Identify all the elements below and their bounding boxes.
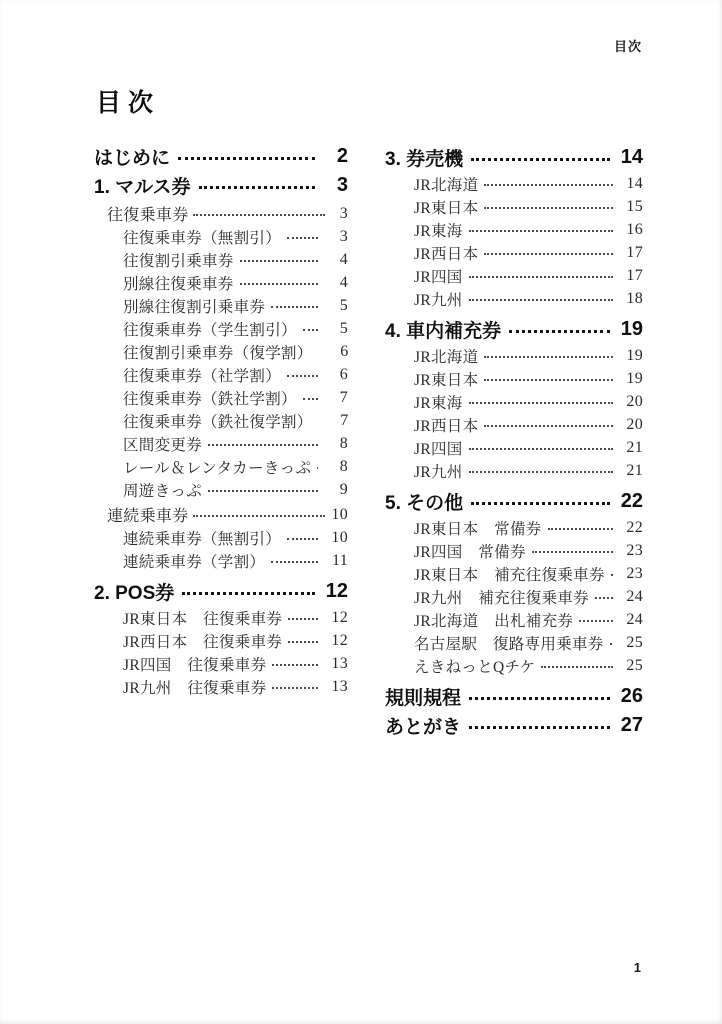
toc-entry (385, 516, 643, 539)
toc-entry (94, 455, 348, 478)
dot-leader (287, 363, 318, 386)
dot-leader (471, 487, 610, 516)
toc-entry-label: 往復割引乗車券 (123, 252, 234, 270)
toc-entry-label: JR四国 常備券 (414, 543, 526, 561)
toc-entry (94, 577, 348, 606)
dot-leader (469, 287, 613, 310)
dot-leader (303, 386, 318, 409)
toc-entry-label: 別線往復割引乗車券 (123, 298, 266, 316)
toc-entry-page-number: 25 (626, 633, 643, 651)
toc-entry (94, 526, 348, 549)
toc-entry-page-number: 17 (626, 266, 643, 284)
toc-entry-page-number: 6 (340, 342, 349, 360)
toc-entry (385, 143, 643, 172)
dot-leader (240, 248, 318, 271)
page-title: 目次 (96, 89, 161, 117)
toc-entry (94, 386, 348, 409)
toc-entry-page-number: 12 (325, 580, 348, 602)
dot-leader (182, 577, 315, 606)
toc-entry-label: JR東日本 (414, 371, 479, 389)
toc-entry-page-number: 10 (331, 505, 348, 523)
dot-leader (287, 225, 318, 248)
dot-leader (484, 195, 613, 218)
toc-entry-page-number: 16 (626, 220, 643, 238)
toc-entry (385, 585, 643, 608)
toc-entry-label: JR東日本 補充往復乗車券 (414, 566, 605, 584)
toc-right-column (385, 143, 643, 740)
toc-entry-label: 往復割引乗車券（復学割） (123, 344, 313, 362)
toc-entry (385, 682, 643, 711)
toc-entry-page-number: 14 (626, 174, 643, 192)
toc-entry (385, 436, 643, 459)
dot-leader (199, 171, 315, 200)
toc-entry (94, 409, 348, 432)
toc-entry-label: JR西日本 (414, 417, 479, 435)
toc-entry (94, 629, 348, 652)
toc-entry-label: えきねっとQチケ (414, 658, 536, 676)
toc-entry-page-number: 5 (339, 319, 348, 337)
dot-leader (469, 459, 613, 482)
toc-entry-page-number: 23 (626, 541, 643, 559)
toc-entry-label: JR北海道 出札補充券 (414, 612, 574, 630)
toc-entry-label: 別線往復乗車券 (123, 275, 234, 293)
dot-leader (287, 526, 318, 549)
toc-entry-label: 名古屋駅 復路専用乗車券 (414, 635, 604, 653)
toc-entry-label: JR東海 (414, 394, 463, 412)
toc-entry-label: 1. マルス券 (94, 177, 191, 198)
dot-leader (469, 436, 613, 459)
toc-entry-label: 連続乗車券（学割） (123, 553, 266, 571)
toc-entry (94, 432, 348, 455)
toc-entry-label: 往復乗車券（学生割引） (123, 321, 297, 339)
toc-entry (94, 317, 348, 340)
toc-entry (94, 652, 348, 675)
dot-leader (240, 271, 318, 294)
toc-entry-label: JR四国 (414, 268, 463, 286)
toc-entry-label: 往復乗車券（鉄社学割） (123, 390, 297, 408)
toc-entry-label: 3. 券売機 (385, 149, 464, 170)
toc-entry-page-number: 10 (331, 528, 348, 546)
toc-entry-label: 往復乗車券 (107, 207, 189, 224)
toc-entry-page-number: 21 (626, 438, 643, 456)
toc-entry (385, 367, 643, 390)
toc-entry-label: 5. その他 (385, 493, 464, 514)
toc-entry (94, 675, 348, 698)
toc-entry-page-number: 24 (626, 587, 643, 605)
toc-entry-page-number: 8 (339, 434, 348, 452)
toc-entry-page-number: 7 (339, 388, 348, 406)
toc-entry-page-number: 4 (339, 273, 348, 291)
toc-entry-label: 往復乗車券（無割引） (123, 229, 282, 247)
toc-entry (94, 271, 348, 294)
toc-entry-label: JR九州 補充往復乗車券 (414, 589, 589, 607)
toc-entry-label: JR西日本 往復乗車券 (123, 633, 283, 651)
dot-leader (288, 629, 318, 652)
toc-entry-label: 4. 車内補充券 (385, 321, 502, 342)
toc-entry-page-number: 21 (626, 461, 643, 479)
toc-entry-label: JR九州 往復乗車券 (123, 679, 267, 697)
toc-entry-label: 往復乗車券（鉄社復学割） (123, 413, 313, 431)
toc-entry-label: JR西日本 (414, 245, 479, 263)
toc-entry-page-number: 23 (626, 564, 643, 582)
dot-leader (272, 652, 318, 675)
toc-entry-label: あとがき (385, 717, 462, 738)
toc-entry-page-number: 8 (339, 457, 348, 475)
dot-leader (484, 367, 613, 390)
toc-entry-page-number: 12 (331, 608, 348, 626)
toc-entry (94, 606, 348, 629)
toc-entry (385, 264, 643, 287)
toc-entry (385, 539, 643, 562)
dot-leader (469, 218, 613, 241)
toc-entry-page-number: 19 (626, 369, 643, 387)
toc-entry (385, 459, 643, 482)
toc-entry-label: JR東日本 (414, 199, 479, 217)
toc-entry-label: 周遊きっぷ (123, 482, 203, 500)
toc-entry-page-number: 3 (339, 204, 348, 222)
dot-leader (484, 172, 613, 195)
dot-leader (193, 202, 325, 225)
toc-entry-label: JR四国 (414, 440, 463, 458)
dot-leader (484, 344, 613, 367)
toc-entry (385, 344, 643, 367)
toc-entry-page-number: 22 (626, 518, 643, 536)
dot-leader (208, 432, 318, 455)
toc-entry-label: 連続乗車券 (107, 508, 189, 525)
toc-entry-page-number: 20 (626, 415, 643, 433)
toc-entry (94, 478, 348, 501)
toc-entry-label: 2. POS券 (94, 583, 175, 604)
toc-entry-label: 規則規程 (385, 688, 462, 709)
toc-entry (385, 654, 643, 677)
footer-page-number: 1 (633, 960, 641, 975)
toc-entry-page-number: 3 (336, 174, 348, 196)
toc-entry-page-number: 3 (339, 227, 348, 245)
toc-entry-label: JR四国 往復乗車券 (123, 656, 267, 674)
toc-entry (94, 549, 348, 572)
toc-entry-page-number: 11 (331, 551, 348, 569)
toc-entry-page-number: 18 (626, 289, 643, 307)
dot-leader (611, 562, 613, 585)
toc-entry-page-number: 2 (336, 145, 348, 167)
toc-entry-page-number: 22 (620, 490, 643, 512)
toc-entry (385, 487, 643, 516)
toc-entry (385, 218, 643, 241)
toc-entry-label: JR東海 (414, 222, 463, 240)
dot-leader (469, 390, 613, 413)
toc-entry (385, 315, 643, 344)
dot-leader (271, 294, 318, 317)
toc-entry-page-number: 13 (331, 677, 348, 695)
dot-leader (208, 478, 318, 501)
toc-entry-label: JR九州 (414, 291, 463, 309)
toc-entry-page-number: 13 (331, 654, 348, 672)
dot-leader (532, 539, 613, 562)
dot-leader (272, 675, 318, 698)
toc-entry (385, 195, 643, 218)
dot-leader (193, 503, 325, 526)
toc-entry (385, 241, 643, 264)
toc-entry-page-number: 15 (626, 197, 643, 215)
toc-entry (385, 390, 643, 413)
toc-entry-page-number: 7 (340, 411, 349, 429)
dot-leader (469, 682, 610, 711)
toc-entry (385, 562, 643, 585)
toc-entry-label: はじめに (94, 148, 171, 169)
toc-entry-page-number: 4 (339, 250, 348, 268)
dot-leader (317, 455, 318, 478)
toc-entry (94, 142, 348, 171)
dot-leader (484, 241, 613, 264)
toc-entry-label: JR北海道 (414, 348, 479, 366)
toc-entry-page-number: 17 (626, 243, 643, 261)
dot-leader (548, 516, 613, 539)
toc-entry-label: JR東日本 常備券 (414, 520, 542, 538)
toc-entry (94, 363, 348, 386)
toc-entry-label: 往復乗車券（社学割） (123, 367, 282, 385)
toc-entry-page-number: 6 (339, 365, 348, 383)
toc-entry (94, 340, 348, 363)
toc-entry (94, 503, 348, 526)
toc-entry-label: 連続乗車券（無割引） (123, 530, 282, 548)
toc-entry (94, 294, 348, 317)
toc-entry-page-number: 12 (331, 631, 348, 649)
toc-entry (385, 172, 643, 195)
toc-entry-label: レール＆レンタカーきっぷ (123, 459, 312, 477)
toc-entry (94, 202, 348, 225)
toc-entry (94, 248, 348, 271)
toc-entry (385, 631, 643, 654)
dot-leader (271, 549, 318, 572)
toc-entry-label: JR東日本 往復乗車券 (123, 610, 283, 628)
dot-leader (610, 631, 613, 654)
toc-entry-page-number: 24 (626, 610, 643, 628)
dot-leader (471, 143, 610, 172)
toc-entry-page-number: 26 (620, 685, 643, 707)
toc-entry (385, 711, 643, 740)
toc-left-column (94, 142, 348, 698)
toc-entry (94, 171, 348, 200)
dot-leader (579, 608, 613, 631)
toc-entry (385, 287, 643, 310)
toc-entry (94, 225, 348, 248)
toc-entry-page-number: 14 (620, 146, 643, 168)
toc-entry-label: JR北海道 (414, 176, 479, 194)
toc-entry (385, 608, 643, 631)
dot-leader (509, 315, 610, 344)
dot-leader (303, 317, 318, 340)
toc-entry-page-number: 19 (620, 318, 643, 340)
running-header: 目次 (613, 39, 642, 54)
dot-leader (595, 585, 613, 608)
toc-entry-page-number: 20 (626, 392, 643, 410)
dot-leader (178, 142, 315, 171)
toc-entry-page-number: 27 (620, 714, 643, 736)
toc-entry-page-number: 5 (339, 296, 348, 314)
dot-leader (541, 654, 613, 677)
toc-entry-page-number: 9 (339, 480, 348, 498)
dot-leader (469, 264, 613, 287)
toc-entry-page-number: 25 (626, 656, 643, 674)
dot-leader (469, 711, 610, 740)
toc-entry-label: 区間変更券 (123, 436, 203, 454)
dot-leader (288, 606, 318, 629)
toc-entry-label: JR九州 (414, 463, 463, 481)
toc-entry-page-number: 19 (626, 346, 643, 364)
toc-entry (385, 413, 643, 436)
dot-leader (484, 413, 613, 436)
